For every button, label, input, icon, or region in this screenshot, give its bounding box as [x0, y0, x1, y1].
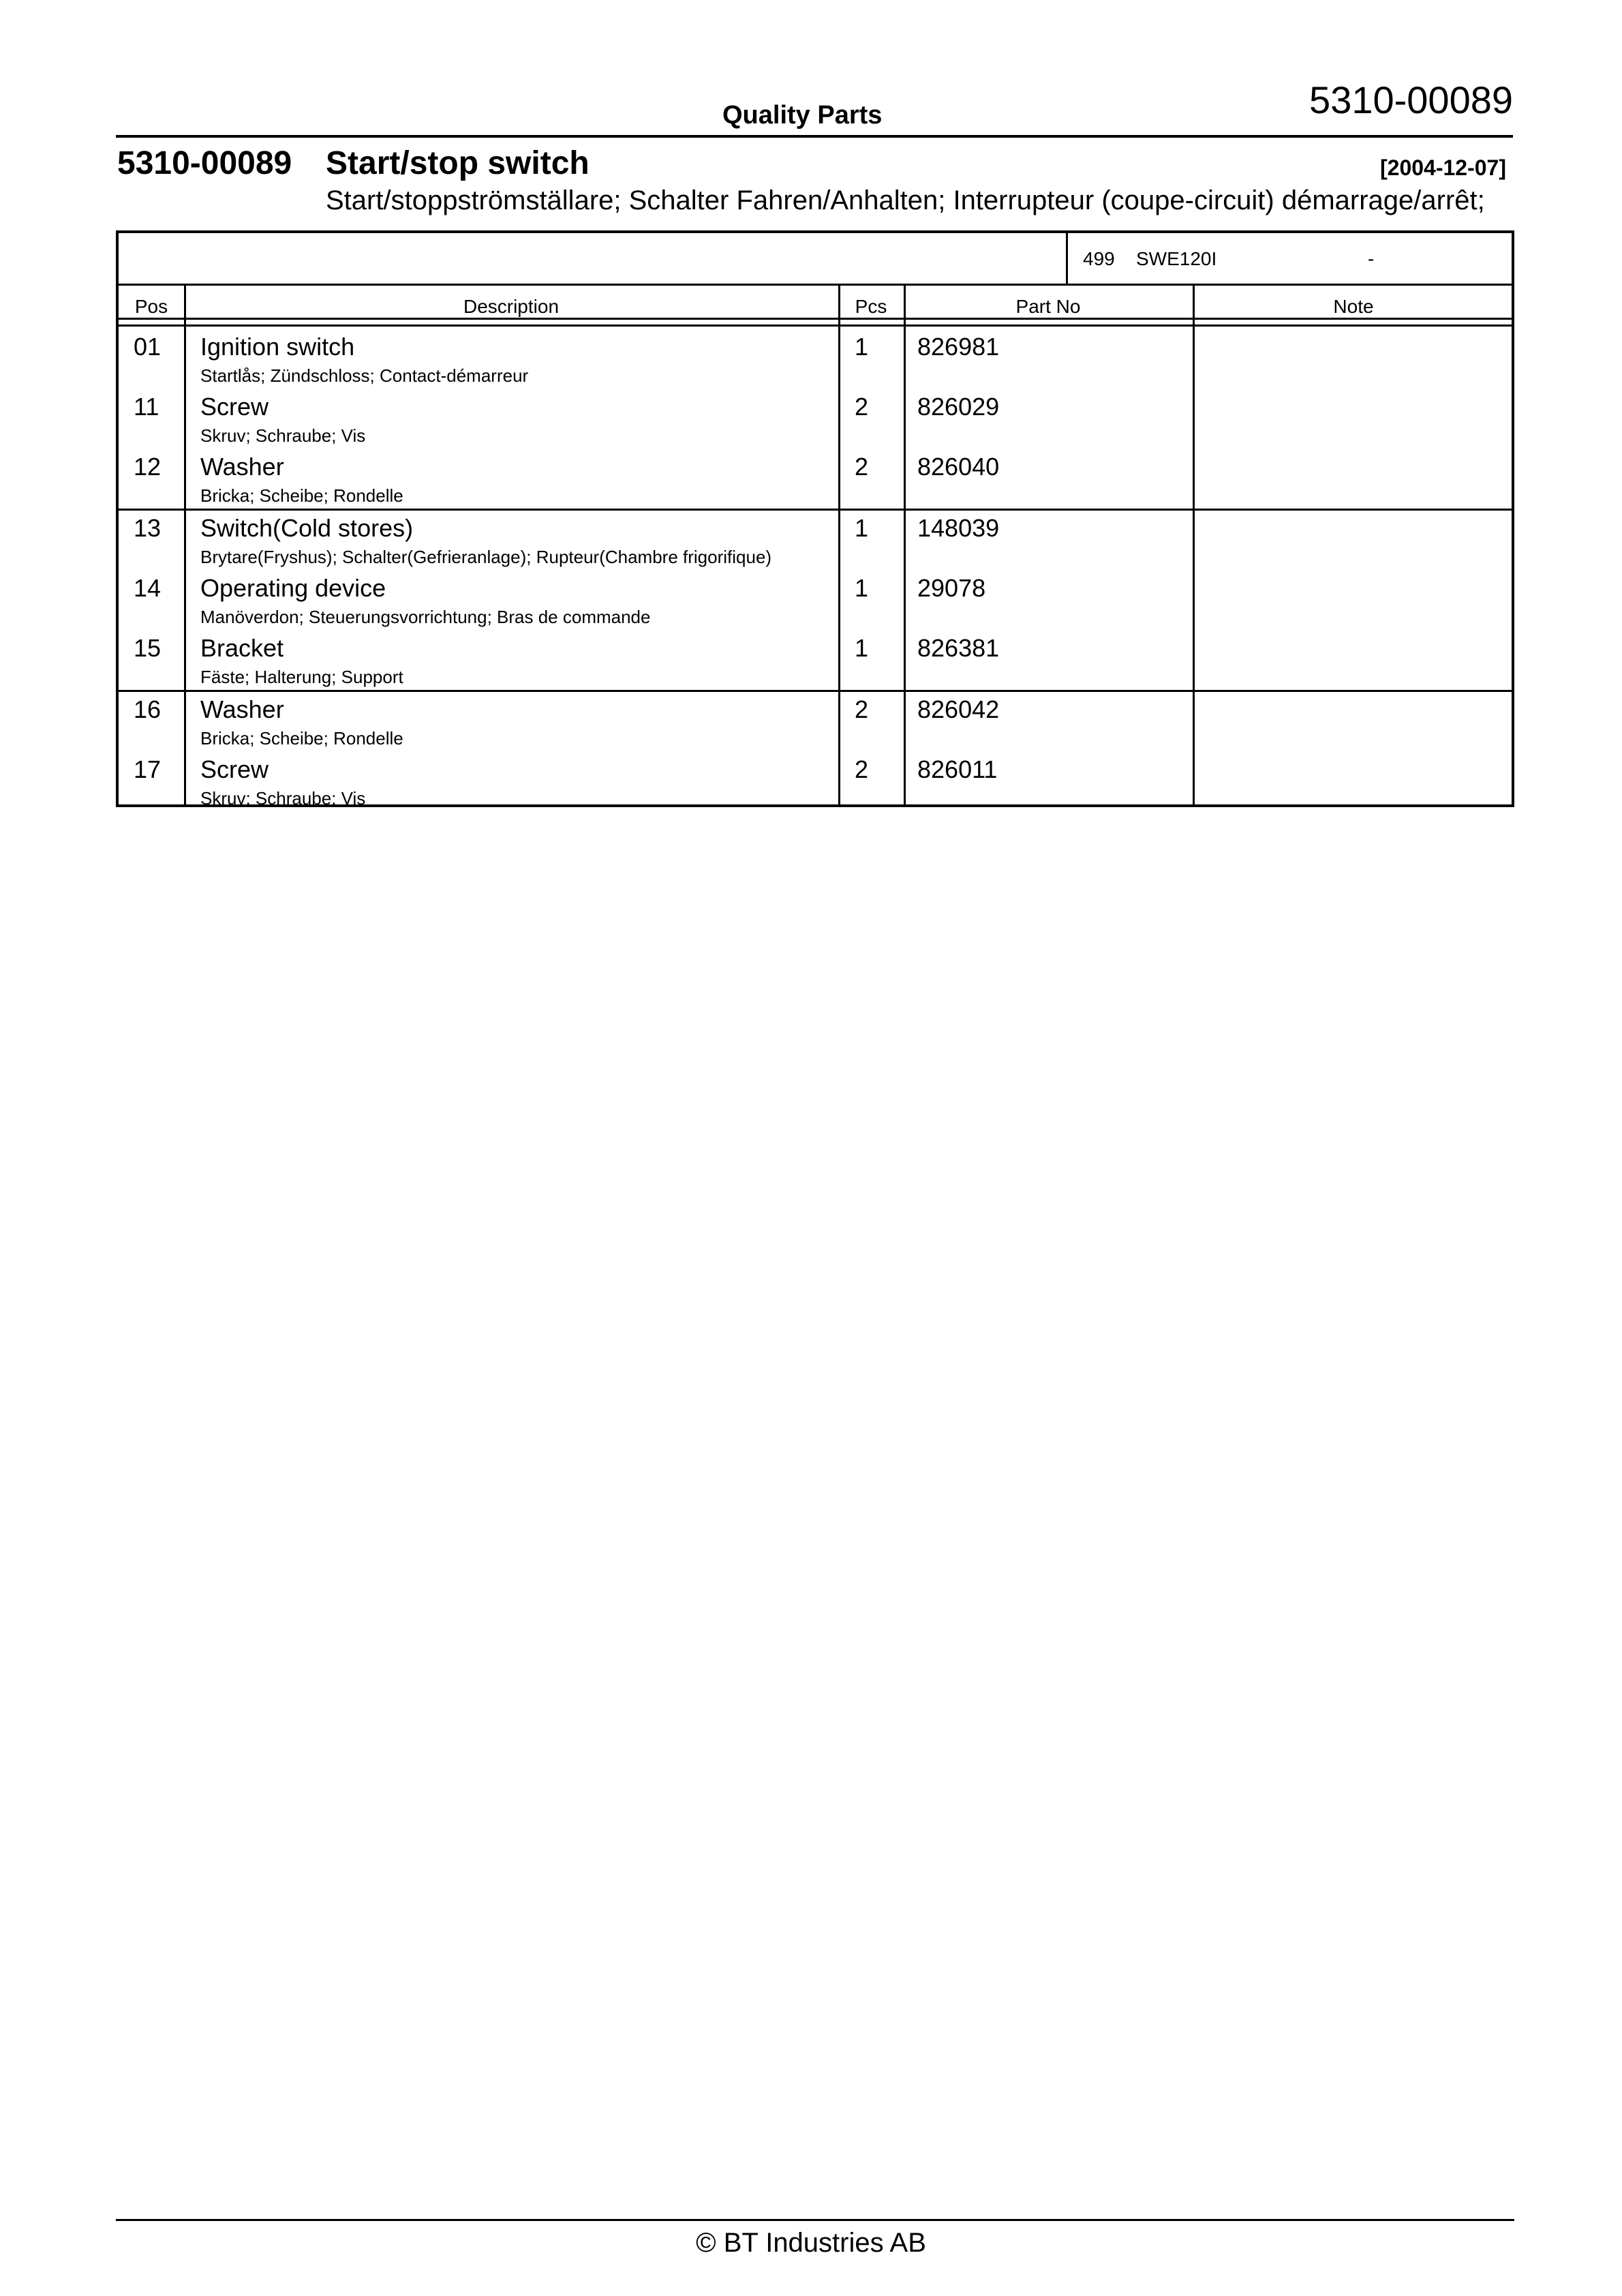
row-pos: 12: [134, 453, 162, 481]
col-header-description: Description: [463, 296, 560, 317]
row-part-no: 826981: [917, 333, 1000, 361]
row-name: Ignition switch: [200, 333, 355, 361]
footer-copyright: © BT Industries AB: [696, 2228, 926, 2258]
row-translations: Bricka; Scheibe; Rondelle: [200, 728, 403, 749]
row-pcs: 1: [855, 514, 869, 542]
divider: [119, 324, 1512, 327]
row-name: Screw: [200, 393, 269, 421]
divider: [119, 284, 1512, 286]
row-pos: 01: [134, 333, 162, 361]
row-pos: 14: [134, 574, 162, 602]
row-pos: 17: [134, 755, 162, 783]
model-note: -: [1368, 248, 1375, 269]
row-pcs: 2: [855, 393, 869, 421]
col-header-pos: Pos: [134, 296, 168, 317]
part-number: 5310-00089: [117, 145, 292, 181]
model-name: SWE120I: [1136, 248, 1217, 269]
col-header-note: Note: [1333, 296, 1374, 317]
header-title: Quality Parts: [722, 101, 883, 130]
part-translations: Start/stoppströmställare; Schalter Fahren/Anhalten; Interrupteur (coupe-circuit) démarrage/arrêt;: [326, 185, 1485, 215]
row-translations: Brytare(Fryshus); Schalter(Gefrieranlage); Rupteur(Chambre frigorifique): [200, 547, 772, 567]
row-name: Operating device: [200, 574, 386, 602]
row-pcs: 1: [855, 333, 869, 361]
row-pcs: 1: [855, 634, 869, 662]
row-translations: Bricka; Scheibe; Rondelle: [200, 485, 403, 506]
col-header-part-no: Part No: [1015, 296, 1081, 317]
row-part-no: 826011: [917, 755, 998, 783]
row-translations: Startlås; Zündschloss; Contact-démarreur: [200, 365, 529, 386]
row-part-no: 826042: [917, 695, 1000, 723]
table-row: [119, 387, 1512, 447]
row-name: Bracket: [200, 634, 284, 662]
divider: [119, 318, 1512, 320]
row-name: Screw: [200, 755, 269, 783]
row-pos: 13: [134, 514, 162, 542]
row-translations: Skruv; Schraube; Vis: [200, 788, 366, 809]
row-part-no: 29078: [917, 574, 986, 602]
row-translations: Skruv; Schraube; Vis: [200, 425, 366, 446]
part-date: [2004-12-07]: [1380, 155, 1506, 180]
table-row: [119, 327, 1512, 387]
row-translations: Manöverdon; Steuerungsvorrichtung; Bras de commande: [200, 607, 651, 627]
header-part-number: 5310-00089: [1309, 78, 1513, 121]
col-header-pcs: Pcs: [855, 296, 887, 317]
parts-table: [116, 230, 1514, 807]
row-pos: 16: [134, 695, 162, 723]
row-part-no: 148039: [917, 514, 1000, 542]
row-pcs: 1: [855, 574, 869, 602]
table-row: [119, 690, 1512, 750]
model-code: 499: [1083, 248, 1115, 269]
table-row: [119, 629, 1512, 689]
row-part-no: 826040: [917, 453, 1000, 481]
row-part-no: 826381: [917, 634, 1000, 662]
footer-divider: [116, 2219, 1514, 2221]
row-pos: 11: [134, 393, 159, 421]
row-part-no: 826029: [917, 393, 1000, 421]
row-pcs: 2: [855, 695, 869, 723]
row-translations: Fäste; Halterung; Support: [200, 667, 403, 687]
table-row: [119, 509, 1512, 569]
header-divider: [116, 135, 1513, 138]
table-row: [119, 447, 1512, 507]
row-name: Washer: [200, 453, 284, 481]
row-pos: 15: [134, 634, 162, 662]
table-row: [119, 569, 1512, 629]
row-name: Switch(Cold stores): [200, 514, 414, 542]
row-name: Washer: [200, 695, 284, 723]
model-cell: [1066, 233, 1511, 284]
row-pcs: 2: [855, 453, 869, 481]
table-row: [119, 750, 1512, 810]
part-title: Start/stop switch: [326, 145, 590, 181]
row-pcs: 2: [855, 755, 869, 783]
